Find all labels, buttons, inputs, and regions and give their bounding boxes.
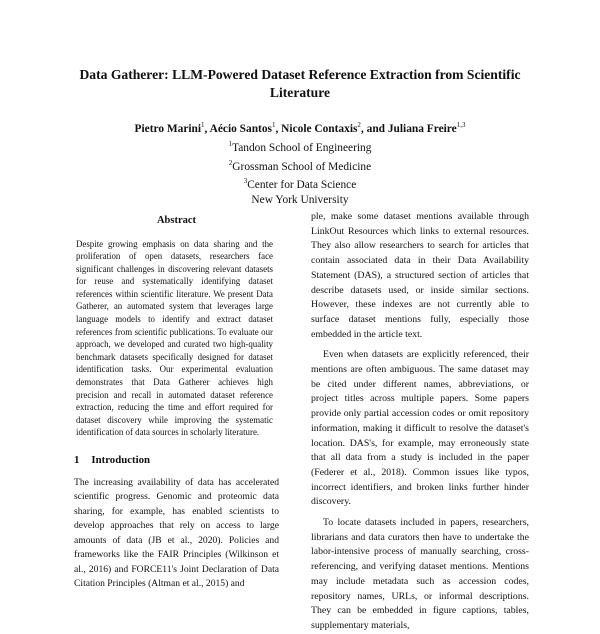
affiliation-text: Tandon School of Engineering (232, 141, 372, 154)
affiliation-text: Center for Data Science (247, 179, 357, 192)
section-number: 1 (74, 454, 80, 466)
author-name: Juliana Freire (387, 122, 457, 135)
author-separator: , (204, 122, 210, 135)
author-name: Nicole Contaxis (281, 122, 358, 135)
affiliation-line (60, 137, 540, 156)
author-list (60, 118, 540, 137)
section-heading (74, 453, 279, 468)
author-name: Aécio Santos (209, 122, 272, 135)
body-paragraph: ple, make some dataset mentions available through LinkOut Resources which links to external resources. They also allow researchers to search for articles that contain associated data in their Data Availability Statement (DAS), a structured section of articles that describe datasets used, or inside similar sections. However, these indexes are not currently able to surface dataset mentions fully, especially those embedded in the article text. (311, 211, 529, 340)
affiliation-line (60, 174, 540, 193)
affiliation-line (60, 156, 540, 175)
affiliation-mark: 2 (228, 158, 233, 167)
paper-title: Data Gatherer: LLM-Powered Dataset Reference Extraction from Scientific Literature (79, 67, 521, 100)
author-separator: , (275, 122, 282, 135)
author-affiliation-mark: 1 (271, 121, 276, 129)
left-column (74, 214, 279, 592)
affiliation-text: New York University (251, 194, 349, 207)
affiliation-mark: 1 (228, 139, 233, 148)
author-affiliation-mark: 1 (201, 121, 205, 129)
affiliation-mark: 3 (243, 177, 248, 186)
abstract-text: Despite growing emphasis on data sharing and the proliferation of open datasets, researchers face significant challenges in discovering relevant datasets for reuse and systematically identifying dataset references within scientific literature. We present Data Gatherer, an automated system that leverages large language models to identify and extract dataset references from scientific publications. To evaluate our approach, we developed and curated two high-quality benchmark datasets specifically designed for dataset identification tasks. Our experimental evaluation demonstrates that Data Gatherer achieves high precision and recall in automated dataset reference extraction, reducing the time and effort required for dataset discovery while improving the systematic identification of data sources in scholarly literature. (76, 238, 273, 438)
affiliation-line (60, 193, 540, 208)
section-title: Introduction (91, 454, 151, 466)
right-column (311, 210, 529, 634)
affiliation-text: Grossman School of Medicine (232, 160, 372, 173)
abstract-heading: Abstract (156, 215, 197, 226)
intro-paragraph: The increasing availability of data has accelerated scientific progress. Genomic and proteomic data sharing, for example, has enabled scientists to develop approaches that rely on access to large amounts of data (JB et al., 2020). Policies and frameworks like the FAIR Principles (Wilkinson et al., 2016) and FORCE11's Joint Declaration of Data Citation Principles (Altman et al., 2015) and (74, 476, 279, 589)
body-paragraph: To locate datasets included in papers, researchers, librarians and data curators then have to undertake the labor-intensive process of manually searching, cross-referencing, and verifying dataset mentions. Mentions may include metadata such as accession codes, repository names, URLs, or informal descriptions. They can be embedded in figure captions, tables, supplementary materials, (311, 517, 529, 631)
author-name: Pietro Marini (134, 122, 202, 135)
author-separator: , and (360, 122, 388, 135)
author-block (60, 118, 540, 208)
body-paragraph: Even when datasets are explicitly referenced, their mentions are often ambiguous. The same dataset may be cited under different names, abbreviations, or project titles across multiple papers. Some papers provide only partial accession codes or omit repository information, making it difficult to resolve the dataset's location. DAS's, for example, may erroneously state that all data from a study is included in the paper (Federer et al., 2018). Common issues like typos, incorrect identifiers, and broken links further hinder discovery. (311, 349, 529, 508)
author-affiliation-mark: 1,3 (456, 121, 466, 129)
author-affiliation-mark: 2 (357, 121, 361, 129)
